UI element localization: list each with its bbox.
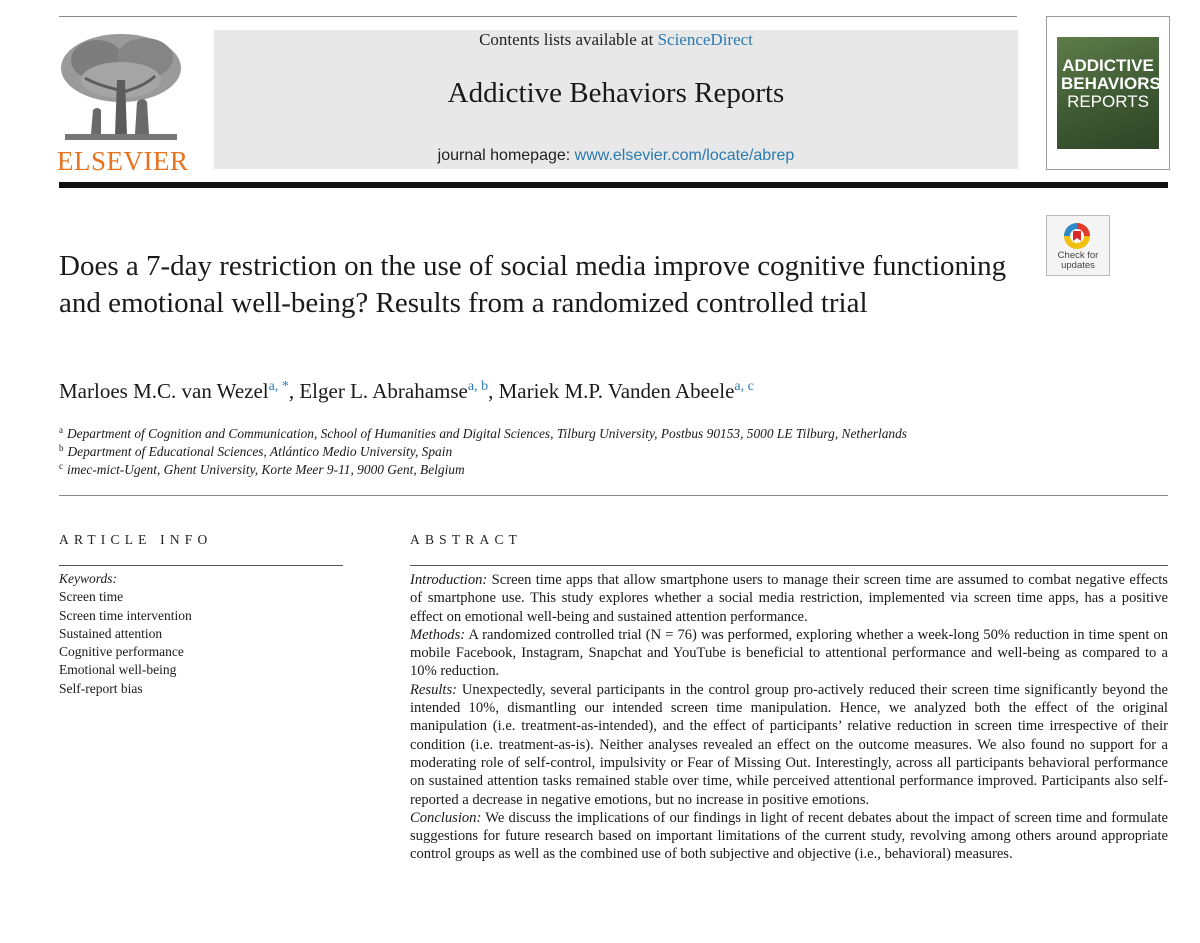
affiliation-item xyxy=(59,425,907,443)
author-affil-mark[interactable]: a, * xyxy=(268,379,289,394)
section-divider xyxy=(59,495,1168,496)
check-for-updates-text xyxy=(1047,251,1109,271)
cover-line-1: ADDICTIVE xyxy=(1062,56,1154,75)
article-info-rule xyxy=(59,565,343,566)
abstract-section-text: Unexpectedly, several participants in the control group pro-actively reduced their screen time significantly beyond the intended 10%, dismantling our intended screen time manipulation. Hence, we analyzed both the effect of the original manipulation (i.e. treatment-as-intended), and the effect of participants’ relative reduction in screen time irrespective of their condition (i.e. treatment-as-is). Neither analyses revealed an effect on the outcome measures. We also found no support for a moderating role of self-control, impulsivity or Fear of Missing Out. Interestingly, across all participants behavioral performance on sustained attention tasks remained stable over time, while perceived attentional performance improved. Participants also self-reported a decrease in negative emotions, but no increase in positive emotions. xyxy=(410,681,1168,808)
keyword-item: Emotional well-being xyxy=(59,662,177,678)
article-title: Does a 7-day restriction on the use of social media improve cognitive functioning and emotional well-being? Results from a randomized controlled trial xyxy=(59,250,1007,319)
author-name[interactable]: Mariek M.P. Vanden Abeele xyxy=(498,379,735,403)
journal-title: Addictive Behaviors Reports xyxy=(447,77,785,109)
keyword-item: Screen time intervention xyxy=(59,607,192,623)
abstract-methods xyxy=(410,626,1168,681)
cover-title xyxy=(1061,56,1161,111)
check-for-updates-badge[interactable] xyxy=(1046,215,1110,276)
keywords-block xyxy=(59,570,192,698)
affiliation-mark: b xyxy=(59,443,64,453)
abstract-section-label: Methods: xyxy=(410,626,466,643)
cover-image xyxy=(1057,37,1159,149)
crossmark-icon xyxy=(1063,222,1091,250)
abstract-section-text: A randomized controlled trial (N = 76) was performed, exploring whether a week-long 50% reduction in time spent on mobile Facebook, Instagram, Snapchat and YouTube is beneficial to attentional performance and well-being as compared to a 10% reduction. xyxy=(410,626,1168,680)
affiliation-item xyxy=(59,461,907,479)
homepage-line xyxy=(214,147,1018,165)
journal-header-box xyxy=(214,30,1018,169)
cover-line-2: BEHAVIORS xyxy=(1061,74,1161,93)
abstract-section-label: Results: xyxy=(410,681,458,698)
check-line-1: Check for xyxy=(1057,250,1099,261)
cover-line-3: REPORTS xyxy=(1067,92,1149,111)
affiliation-mark: c xyxy=(59,461,63,471)
contents-line xyxy=(214,30,1018,50)
journal-cover[interactable] xyxy=(1046,16,1170,170)
affiliation-item xyxy=(59,443,907,461)
homepage-link[interactable]: www.elsevier.com/locate/abrep xyxy=(574,147,795,164)
affiliation-text: imec-mict-Ugent, Ghent University, Korte Meer 9-11, 9000 Gent, Belgium xyxy=(67,462,465,477)
abstract-rule xyxy=(410,565,1168,566)
tree-icon xyxy=(57,30,185,148)
author-name[interactable]: Marloes M.C. van Wezel xyxy=(59,379,269,403)
contents-prefix: Contents lists available at xyxy=(479,30,654,49)
abstract-body xyxy=(410,571,1168,864)
header-top-rule xyxy=(59,16,1017,17)
abstract-heading: ABSTRACT xyxy=(410,532,523,547)
elsevier-wordmark: ELSEVIER xyxy=(57,146,189,176)
check-line-2: updates xyxy=(1061,260,1095,271)
affiliation-text: Department of Educational Sciences, Atlántico Medio University, Spain xyxy=(67,444,453,459)
abstract-introduction xyxy=(410,571,1168,626)
homepage-prefix: journal homepage: xyxy=(437,147,571,164)
keyword-item: Screen time xyxy=(59,589,124,605)
keywords-label: Keywords: xyxy=(59,571,117,586)
author-affil-mark[interactable]: a, b xyxy=(467,379,489,394)
abstract-section-label: Conclusion: xyxy=(410,809,482,826)
abstract-results xyxy=(410,681,1168,809)
header-thick-rule xyxy=(59,182,1168,188)
affiliation-mark: a xyxy=(59,425,63,435)
keyword-item: Sustained attention xyxy=(59,625,163,641)
keyword-item: Cognitive performance xyxy=(59,644,184,660)
article-info-heading: ARTICLE INFO xyxy=(59,532,213,547)
author-separator: , xyxy=(288,379,300,403)
keyword-item: Self-report bias xyxy=(59,680,143,696)
author-affil-mark[interactable]: a, c xyxy=(734,379,754,394)
abstract-section-text: We discuss the implications of our findings in light of recent debates about the impact of screen time and formulate suggestions for future research based on important limitations of the current study, revolving among others around appropriate control groups as well as the combined use of both subjective and objective (i.e., behavioral) measures. xyxy=(410,809,1168,863)
author-list xyxy=(59,379,754,404)
abstract-section-label: Introduction: xyxy=(410,572,488,588)
author-separator: , xyxy=(488,379,499,403)
affiliation-text: Department of Cognition and Communication, School of Humanities and Digital Sciences, Tilburg University, Postbus 90153, 5000 LE Tilburg, Netherlands xyxy=(67,426,907,441)
abstract-section-text: Screen time apps that allow smartphone users to manage their screen time are assumed to combat negative effects of smartphone use. This study explores whether a social media restriction, implemented via screen time apps, has a positive effect on emotional well-being and sustained attention performance. xyxy=(410,572,1168,625)
sciencedirect-link[interactable]: ScienceDirect xyxy=(657,30,753,49)
affiliations xyxy=(59,425,907,479)
abstract-conclusion xyxy=(410,809,1168,864)
author-name[interactable]: Elger L. Abrahamse xyxy=(299,379,468,403)
